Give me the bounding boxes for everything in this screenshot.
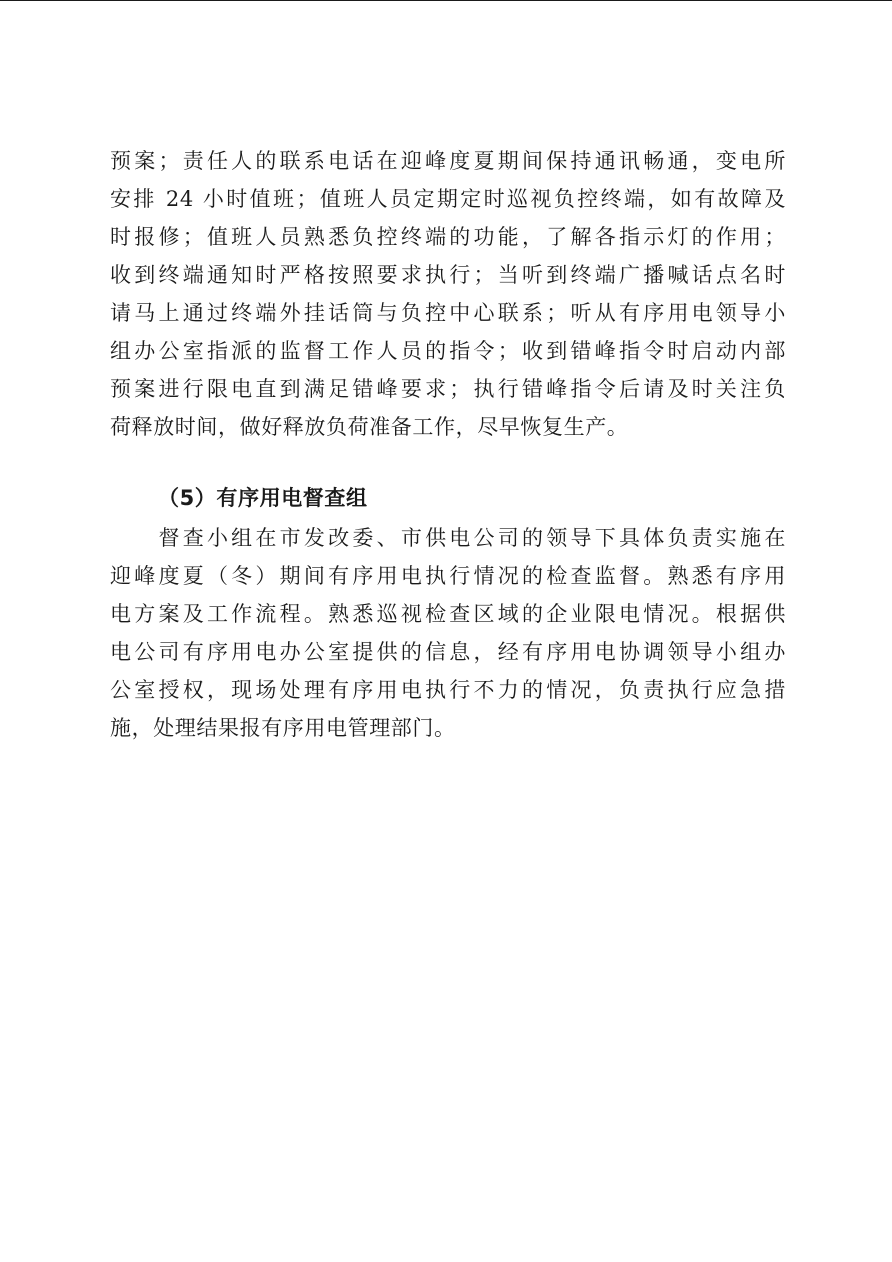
text-line: 预案进行限电直到满足错峰要求；执行错峰指令后请及时关注负 [110,377,786,401]
text-line: 电公司有序用电办公室提供的信息，经有序用电协调领导小组办 [110,640,786,664]
text-line: 荷释放时间，做好释放负荷准备工作，尽早恢复生产。 [110,415,629,439]
text-line: 组办公室指派的监督工作人员的指令；收到错峰指令时启动内部 [110,339,786,363]
text-line: 预案；责任人的联系电话在迎峰度夏期间保持通讯畅通，变电所 [110,149,786,173]
text-line: 公室授权，现场处理有序用电执行不力的情况，负责执行应急措 [110,678,786,702]
text-line: 时报修；值班人员熟悉负控终端的功能，了解各指示灯的作用； [110,225,786,249]
paragraph-duty-plan [110,142,786,446]
text-line: 请马上通过终端外挂话筒与负控中心联系；听从有序用电领导小 [110,301,786,325]
section-heading: （5）有序用电督查组 [158,486,368,510]
text-line: 施，处理结果报有序用电管理部门。 [110,716,456,740]
text-line: 迎峰度夏（冬）期间有序用电执行情况的检查监督。熟悉有序用 [110,564,786,588]
paragraph-inspection-group [110,519,786,747]
text-line: 督查小组在市发改委、市供电公司的领导下具体负责实施在 [110,526,786,550]
text-line: 收到终端通知时严格按照要求执行；当听到终端广播喊话点名时 [110,263,786,287]
text-line: 电方案及工作流程。熟悉巡视检查区域的企业限电情况。根据供 [110,602,786,626]
text-line: 安排 24 小时值班；值班人员定期定时巡视负控终端，如有故障及 [110,187,786,211]
